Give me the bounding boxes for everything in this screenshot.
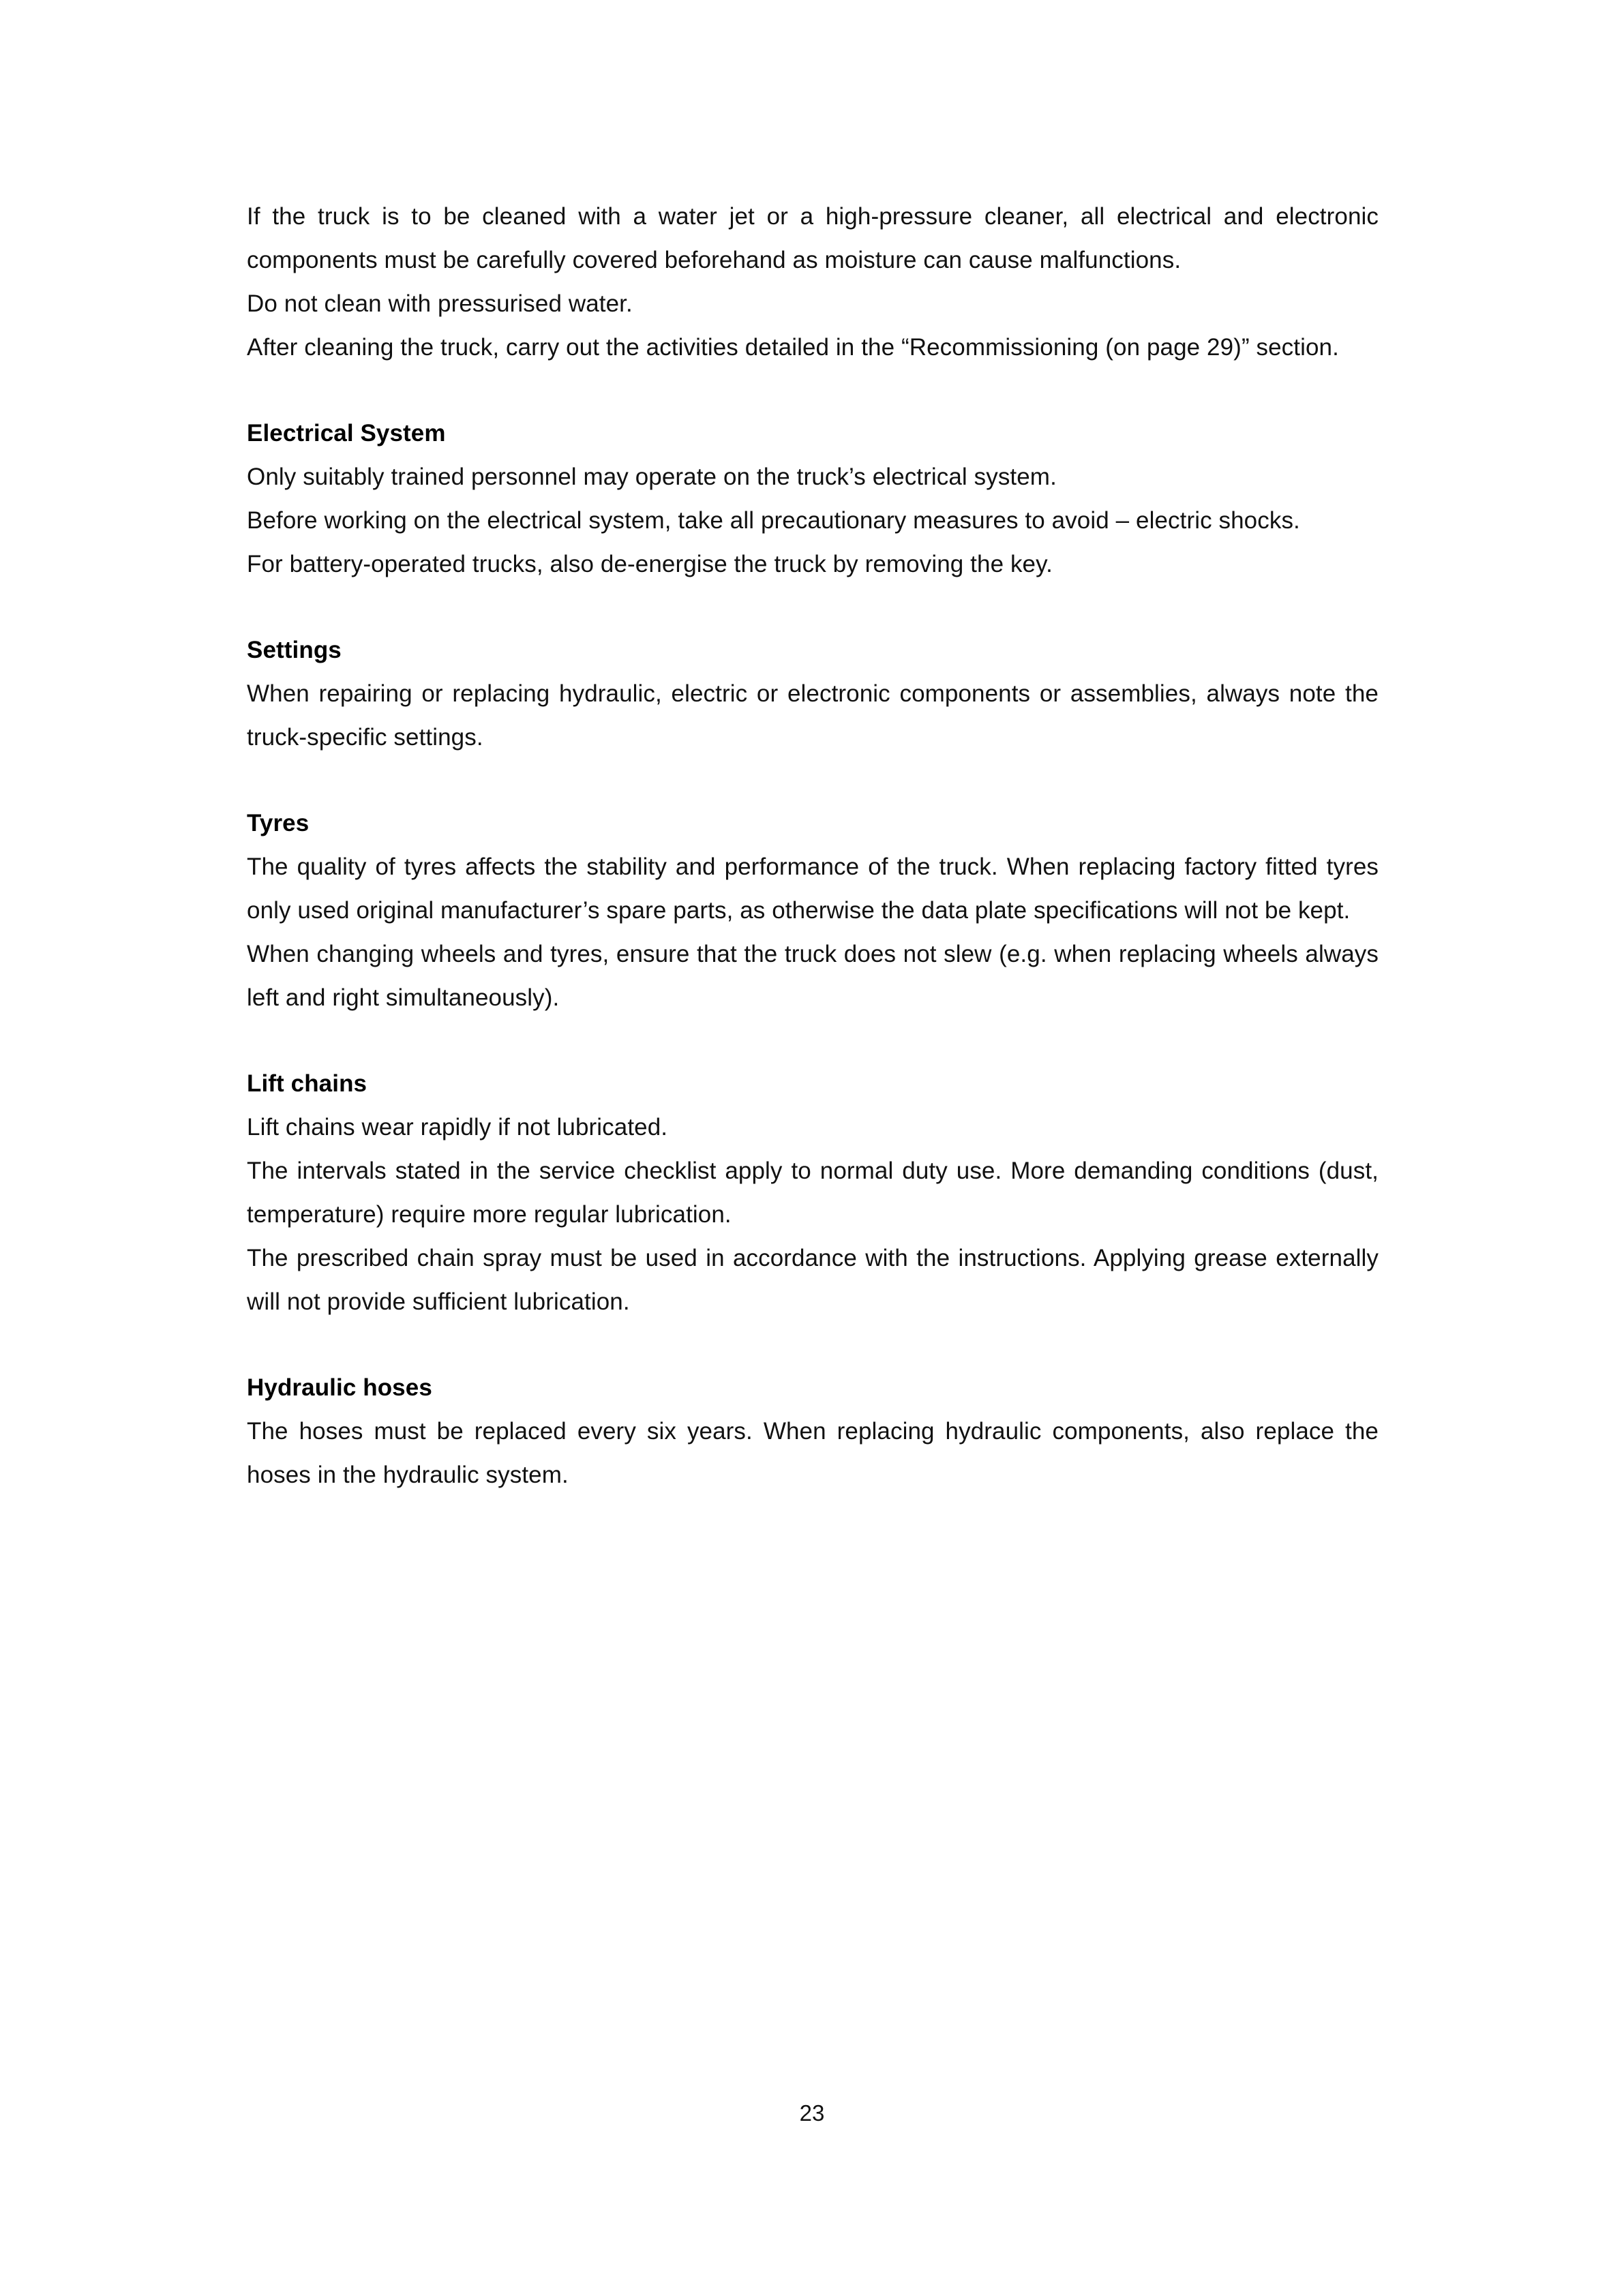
section-electrical-system <box>247 412 1379 586</box>
lift-chains-paragraph-3: The prescribed chain spray must be used in accordance with the instructions. Applying grease externally will not provide sufficient lubrication. <box>247 1245 1379 1315</box>
intro-paragraph-3: After cleaning the truck, carry out the activities detailed in the “Recommissioning (on page 29)” section. <box>247 334 1339 361</box>
section-heading-settings: Settings <box>247 637 342 663</box>
intro-paragraph-1: If the truck is to be cleaned with a water jet or a high-pressure cleaner, all electrical and electronic components must be carefully covered beforehand as moisture can cause malfunctions. <box>247 203 1379 273</box>
settings-paragraph-1: When repairing or replacing hydraulic, electric or electronic components or assemblies, always note the truck-specific settings. <box>247 680 1379 751</box>
section-tyres <box>247 802 1379 1020</box>
section-hydraulic-hoses <box>247 1366 1379 1497</box>
tyres-paragraph-2: When changing wheels and tyres, ensure that the truck does not slew (e.g. when replacing wheels always left and right simultaneously). <box>247 941 1379 1011</box>
electrical-system-paragraph-3: For battery-operated trucks, also de-energise the truck by removing the key. <box>247 551 1053 577</box>
section-heading-hydraulic-hoses: Hydraulic hoses <box>247 1374 432 1401</box>
lift-chains-paragraph-2: The intervals stated in the service checklist apply to normal duty use. More demanding conditions (dust, temperature) require more regular lubrication. <box>247 1158 1379 1228</box>
section-heading-lift-chains: Lift chains <box>247 1070 367 1097</box>
page-content <box>247 195 1379 1497</box>
section-lift-chains <box>247 1062 1379 1324</box>
intro-paragraph-2: Do not clean with pressurised water. <box>247 290 633 317</box>
section-heading-electrical-system: Electrical System <box>247 420 446 447</box>
section-intro <box>247 195 1379 369</box>
page-number: 23 <box>799 2100 825 2126</box>
section-settings <box>247 629 1379 759</box>
section-heading-tyres: Tyres <box>247 810 310 836</box>
electrical-system-paragraph-2: Before working on the electrical system, take all precautionary measures to avoid – electric shocks. <box>247 507 1300 534</box>
lift-chains-paragraph-1: Lift chains wear rapidly if not lubricated. <box>247 1114 668 1141</box>
hydraulic-hoses-paragraph-1: The hoses must be replaced every six years. When replacing hydraulic components, also replace the hoses in the hydraulic system. <box>247 1418 1379 1488</box>
electrical-system-paragraph-1: Only suitably trained personnel may operate on the truck’s electrical system. <box>247 464 1057 490</box>
tyres-paragraph-1: The quality of tyres affects the stability and performance of the truck. When replacing factory fitted tyres only used original manufacturer’s spare parts, as otherwise the data plate specifications will not be kept. <box>247 854 1379 924</box>
